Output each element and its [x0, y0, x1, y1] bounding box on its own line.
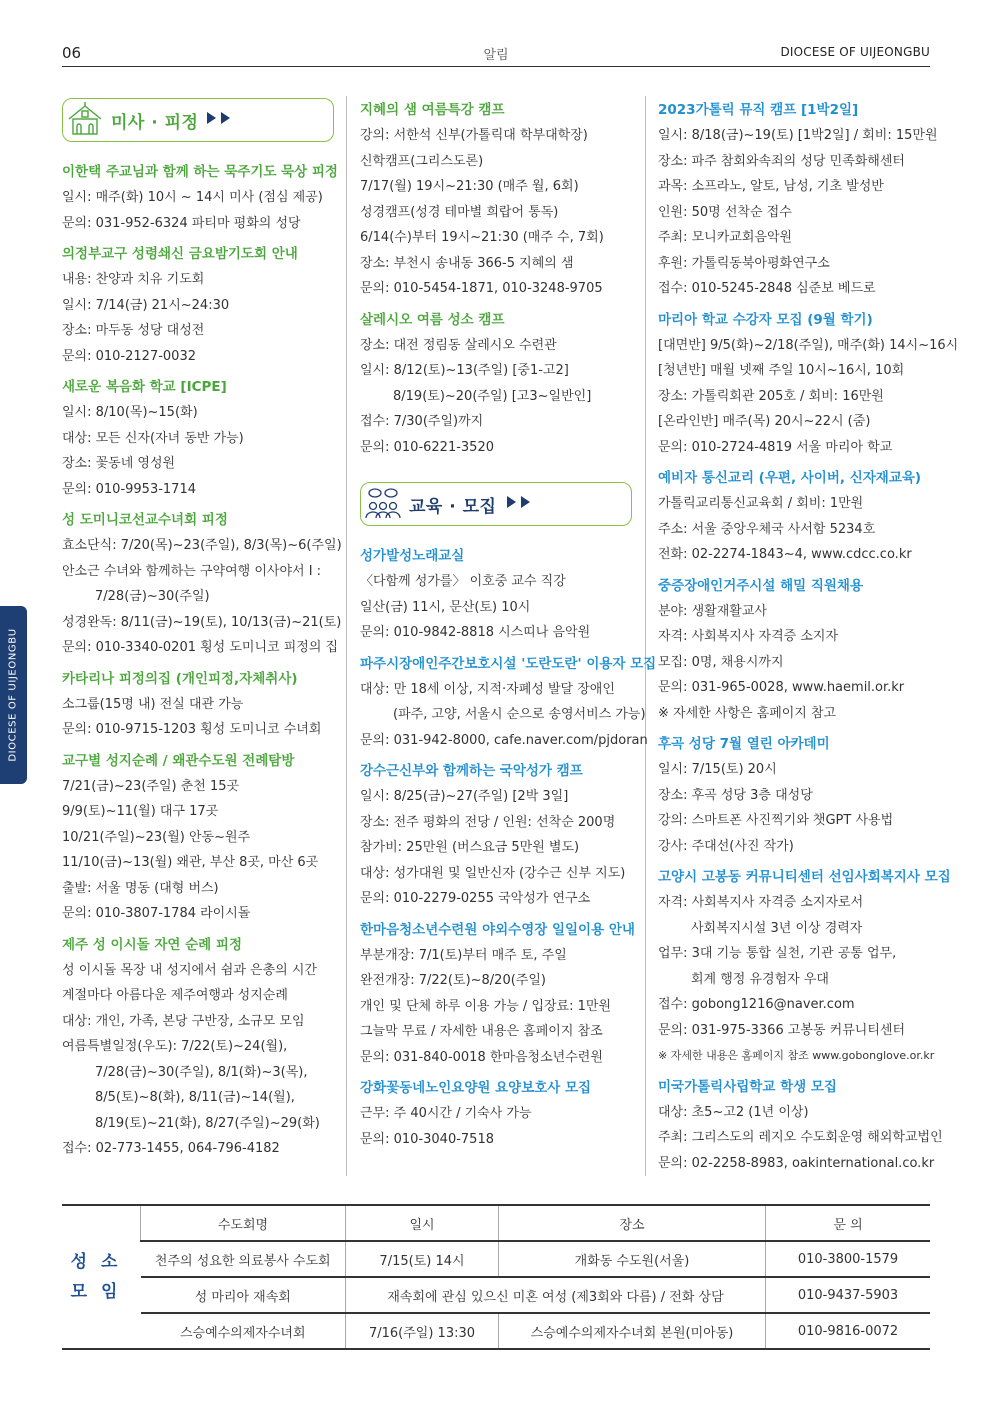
notice-line: 장소: 후곡 성당 3층 대성당 [658, 787, 813, 803]
notice-line: 문의: 010-9842-8818 시스띠나 음악원 [360, 625, 591, 640]
notice-line: 주최: 그리스도의 레지오 수도회운영 해외학교법인 [658, 1130, 943, 1145]
notice-title: 성가발성노래교실 [360, 548, 465, 564]
notice-line: 〈다함께 성가를〉 이호중 교수 직강 [360, 574, 566, 589]
notice-line: [청년반] 매월 넷째 주일 10시~16시, 10회 [658, 363, 905, 378]
notice-title: 미국가톨릭사립학교 학생 모집 [658, 1078, 837, 1095]
page-number: 06 [62, 44, 82, 62]
notice-line: [온라인반] 매주(목) 20시~22시 (줌) [658, 414, 871, 429]
notice-line: 8/19(토)~21(화), 8/27(주일)~29(화) [95, 1115, 320, 1131]
notice-line: 문의: 010-6221-3520 [360, 439, 494, 455]
notice-title: 제주 성 이시돌 자연 순례 피정 [62, 936, 242, 953]
notice-title: 고양시 고봉동 커뮤니티센터 선임사회복지사 모집 [658, 869, 951, 885]
notice-line: 일시: 8/18(금)~19(토) [1박2일] / 회비: 15만원 [658, 128, 938, 143]
notice-line: 가톨릭교리통신교육회 / 회비: 1만원 [658, 496, 864, 511]
notice-title: 살레시오 여름 성소 캠프 [360, 311, 505, 328]
notice-line: 장소: 마두동 성당 대성전 [62, 323, 205, 338]
section-header-mass [62, 98, 334, 142]
notice-line: 자격: 사회복지사 자격증 소지자 [658, 629, 839, 644]
notice-line: 일시: 7/15(토) 20시 [658, 762, 777, 777]
notice-line: 문의: 031-965-0028, www.haemil.or.kr [658, 680, 905, 695]
arrow-icon [521, 496, 530, 508]
notice-line: 6/14(수)부터 19시~21:30 (매주 수, 7회) [360, 230, 604, 245]
notice-title: 새로운 복음화 학교 [ICPE] [62, 379, 227, 395]
notice-line: 7/21(금)~23(주일) 춘천 15곳 [62, 778, 240, 794]
notice-line: 내용: 찬양과 치유 기도회 [62, 272, 205, 287]
notice-title: 후곡 성당 7월 열린 아카데미 [658, 736, 830, 752]
notice-line: 접수: gobong1216@naver.com [658, 997, 855, 1012]
notice-title: 이한택 주교님과 함께 하는 묵주기도 묵상 피정 [62, 164, 338, 180]
notice-title: 강화꽃동네노인요양원 요양보호사 모집 [360, 1080, 592, 1096]
notice-line: 문의: 010-9715-1203 횡성 도미니코 수녀회 [62, 722, 322, 737]
notice-line: 자격: 사회복지사 자격증 소지자로서 [658, 895, 864, 910]
notice-line: 업무: 3대 기능 통합 실천, 기관 공통 업무, [658, 946, 897, 961]
notice-line: ※ 자세한 사항은 홈페이지 참고 [658, 705, 837, 721]
table-row: 성 마리아 재속회 재속회에 관심 있으신 미혼 여성 (제3회와 다름) / 전화 상담 010-9437-5903 [62, 1277, 930, 1313]
column-2 [360, 92, 657, 1152]
notice-line: 분야: 생활재활교사 [658, 603, 767, 619]
notice-line: 계절마다 아름다운 제주여행과 성지순례 [62, 988, 288, 1003]
notice-line: 문의: 010-2127-0032 [62, 348, 196, 364]
column-divider [346, 96, 347, 1176]
church-icon [65, 101, 105, 137]
notice-line: 8/5(토)~8(화), 8/11(금)~14(월), [95, 1090, 295, 1105]
notice-line: 9/9(토)~11(월) 대구 17곳 [62, 804, 219, 819]
notice-line: ※ 자세한 내용은 홈페이지 참조 www.gobonglove.or.kr [658, 1049, 935, 1062]
arrow-icon [507, 496, 516, 508]
notice-line: 인원: 50명 선착순 접수 [658, 204, 792, 220]
notice-line: 문의: 031-975-3366 고봉동 커뮤니티센터 [658, 1022, 906, 1038]
notice-line: 강사: 주대선(사진 작가) [658, 838, 794, 854]
notice-line: 효소단식: 7/20(목)~23(주일), 8/3(목)~6(주일) [62, 538, 342, 553]
notice-line: 주소: 서울 중앙우체국 사서함 5234호 [658, 521, 876, 537]
column-3 [658, 92, 959, 1176]
column-1 [62, 92, 342, 1162]
notice-line: 7/28(금)~30(주일), 8/1(화)~3(목), [95, 1064, 308, 1080]
table-header-order: 수도회명 [141, 1205, 346, 1241]
notice-line: 대상: 성가대원 및 일반신자 (강수근 신부 지도) [360, 865, 626, 881]
notice-list [360, 544, 657, 1152]
notice-line: 강의: 서한석 신부(가톨릭대 학부대학장) [360, 128, 588, 143]
notice-line: 문의: 010-9953-1714 [62, 481, 196, 497]
notice-line: 출발: 서울 명동 (대형 버스) [62, 880, 219, 896]
notice-line: 신학캠프(그리스도론) [360, 153, 484, 169]
notice-line: 후원: 가톨릭동북아평화연구소 [658, 255, 830, 271]
notice-line: 문의: 031-840-0018 한마음청소년수련원 [360, 1049, 603, 1065]
notice-list [62, 160, 342, 1162]
table-header-place: 장소 [499, 1205, 766, 1241]
vocation-meetings-table [62, 1204, 930, 1350]
notice-line: 주최: 모니카교회음악원 [658, 230, 793, 245]
section-header-edu [360, 482, 632, 526]
table-header-date: 일시 [346, 1205, 499, 1241]
table-row-header: 성소 모임 [62, 1205, 141, 1349]
notice-title: 2023가톨릭 뮤직 캠프 [1박2일] [658, 102, 859, 118]
notice-title: 중증장애인거주시설 해밀 직원채용 [658, 577, 864, 594]
notice-line: 접수: 7/30(주일)까지 [360, 414, 484, 429]
notice-line: 부분개장: 7/1(토)부터 매주 토, 주일 [360, 947, 567, 963]
notice-line: 8/19(토)~20(주일) [고3~일반인] [393, 388, 592, 404]
notice-line: 안소근 수녀와 함께하는 구약여행 이사야서 I : [62, 563, 322, 579]
notice-line: 그늘막 무료 / 자세한 내용은 홈페이지 참조 [360, 1024, 603, 1039]
notice-line: 근무: 주 40시간 / 기숙사 가능 [360, 1106, 532, 1121]
notice-line: 문의: 010-2279-0255 국악성가 연구소 [360, 891, 591, 906]
notice-line: 문의: 010-3040-7518 [360, 1131, 494, 1147]
notice-line: 장소: 파주 참회와속죄의 성당 민족화해센터 [658, 153, 905, 169]
notice-line: 장소: 대전 정림동 살레시오 수련관 [360, 337, 557, 353]
section-title-edu: 교육 · 모집 [409, 497, 497, 517]
notice-title: 파주시장애인주간보호시설 '도란도란' 이용자 모집 [360, 655, 657, 672]
notice-line: 문의: 010-2724-4819 서울 마리아 학교 [658, 439, 893, 455]
notice-line: 대상: 초5~고2 (1년 이상) [658, 1104, 809, 1120]
notice-title: 성 도미니코선교수녀회 피정 [62, 512, 228, 528]
notice-line: 대상: 만 18세 이상, 지적·자폐성 발달 장애인 [360, 681, 615, 697]
notice-line: 접수: 010-5245-2848 심준보 베드로 [658, 281, 876, 296]
section-label: 알림 [483, 48, 509, 63]
notice-line: 장소: 꽃동네 영성원 [62, 456, 176, 471]
notice-line: 장소: 부천시 송내동 366-5 지혜의 샘 [360, 255, 574, 271]
column-divider [645, 96, 646, 1176]
notice-line: 7/28(금)~30(주일) [95, 589, 210, 604]
notice-line: 7/17(월) 19시~21:30 (매주 월, 6회) [360, 179, 579, 194]
notice-line: 개인 및 단체 하루 이용 가능 / 입장료: 1만원 [360, 998, 612, 1014]
notice-title: 마리아 학교 수강자 모집 (9월 학기) [658, 311, 873, 328]
notice-line: 일산(금) 11시, 문산(토) 10시 [360, 599, 531, 615]
notice-title: 강수근신부와 함께하는 국악성가 캠프 [360, 763, 583, 779]
group-chat-icon [363, 485, 403, 521]
side-tab-label: DIOCESE OF UIJEONGBU [7, 628, 19, 762]
notice-line: 11/10(금)~13(월) 왜관, 부산 8곳, 마산 6곳 [62, 855, 319, 870]
notice-line: 일시: 매주(화) 10시 ~ 14시 미사 (점심 제공) [62, 190, 323, 205]
notice-line: 강의: 스마트폰 사진찍기와 챗GPT 사용법 [658, 813, 894, 828]
notice-line: 장소: 전주 평화의 전당 / 인원: 선착순 200명 [360, 814, 616, 830]
notice-line: 문의: 031-952-6324 파티마 평화의 성당 [62, 215, 301, 231]
notice-line: 문의: 010-3807-1784 라이시돌 [62, 906, 251, 921]
notice-line: 문의: 02-2258-8983, oakinternational.co.kr [658, 1155, 935, 1171]
notice-line: 문의: 010-3340-0201 횡성 도미니코 피정의 집 [62, 640, 339, 655]
arrow-icon [207, 112, 216, 124]
page-header [62, 44, 930, 67]
notice-line: (파주, 고양, 서울시 순으로 송영서비스 가능) [393, 707, 646, 722]
publication-name: DIOCESE OF UIJEONGBU [780, 45, 930, 59]
notice-line: 10/21(주일)~23(월) 안동~원주 [62, 829, 251, 845]
table-row: 천주의 성요한 의료봉사 수도회 7/15(토) 14시 개화동 수도원(서울) 010-3800-1579 [62, 1241, 930, 1277]
notice-title: 지혜의 샘 여름특강 캠프 [360, 102, 505, 118]
notice-line: 여름특별일정(우도): 7/22(토)~24(월), [62, 1039, 288, 1054]
notice-line: 대상: 모든 신자(자녀 동반 가능) [62, 430, 244, 446]
notice-list [658, 98, 959, 1176]
notice-line: 일시: 7/14(금) 21시~24:30 [62, 297, 230, 313]
side-tab [0, 606, 27, 784]
notice-title: 카타리나 피정의집 (개인피정,자체취사) [62, 670, 298, 687]
notice-line: 일시: 8/10(목)~15(화) [62, 405, 198, 420]
notice-title: 의정부교구 성령쇄신 금요밤기도회 안내 [62, 246, 298, 262]
notice-title: 한마음청소년수련원 야외수영장 일일이용 안내 [360, 921, 635, 938]
section-title-mass: 미사 · 피정 [111, 113, 199, 133]
notice-line: 소그룹(15명 내) 전실 대관 가능 [62, 696, 244, 712]
notice-line: 일시: 8/25(금)~27(주일) [2박 3일] [360, 789, 569, 804]
notice-line: 성경완독: 8/11(금)~19(토), 10/13(금)~21(토) [62, 614, 342, 630]
notice-line: 장소: 가톨릭회관 205호 / 회비: 16만원 [658, 388, 884, 404]
notice-list [360, 98, 632, 460]
arrow-icon [221, 112, 230, 124]
notice-line: 회계 행정 유경험자 우대 [691, 971, 829, 987]
notice-title: 예비자 통신교리 (우편, 사이버, 신자재교육) [658, 470, 922, 486]
notice-line: 대상: 개인, 가족, 본당 구반장, 소규모 모임 [62, 1013, 305, 1029]
notice-line: [대면반] 9/5(화)~2/18(주일), 매주(화) 14시~16시 [658, 337, 959, 353]
notice-line: 접수: 02-773-1455, 064-796-4182 [62, 1141, 280, 1156]
notice-line: 문의: 031-942-8000, cafe.naver.com/pjdoran [360, 732, 648, 748]
notice-line: 성 이시돌 목장 내 성지에서 쉼과 은총의 시간 [62, 962, 317, 978]
notice-line: 과목: 소프라노, 알토, 남성, 기초 발성반 [658, 179, 884, 194]
notice-line: 모집: 0명, 채용시까지 [658, 654, 784, 670]
notice-line: 사회복지시설 3년 이상 경력자 [691, 920, 863, 936]
notice-line: 일시: 8/12(토)~13(주일) [중1-고2] [360, 363, 569, 378]
table-row: 스승예수의제자수녀회 7/16(주일) 13:30 스승예수의제자수녀회 본원(미아동) 010-9816-0072 [62, 1313, 930, 1349]
notice-line: 성경캠프(성경 테마별 희랍어 통독) [360, 204, 559, 220]
notice-title: 교구별 성지순례 / 왜관수도원 전례탐방 [62, 752, 295, 769]
notice-line: 완전개장: 7/22(토)~8/20(주일) [360, 973, 546, 988]
notice-line: 전화: 02-2274-1843~4, www.cdcc.co.kr [658, 547, 912, 562]
table-header-contact: 문 의 [766, 1205, 931, 1241]
notice-line: 문의: 010-5454-1871, 010-3248-9705 [360, 281, 603, 296]
notice-line: 참가비: 25만원 (버스요금 5만원 별도) [360, 840, 580, 855]
